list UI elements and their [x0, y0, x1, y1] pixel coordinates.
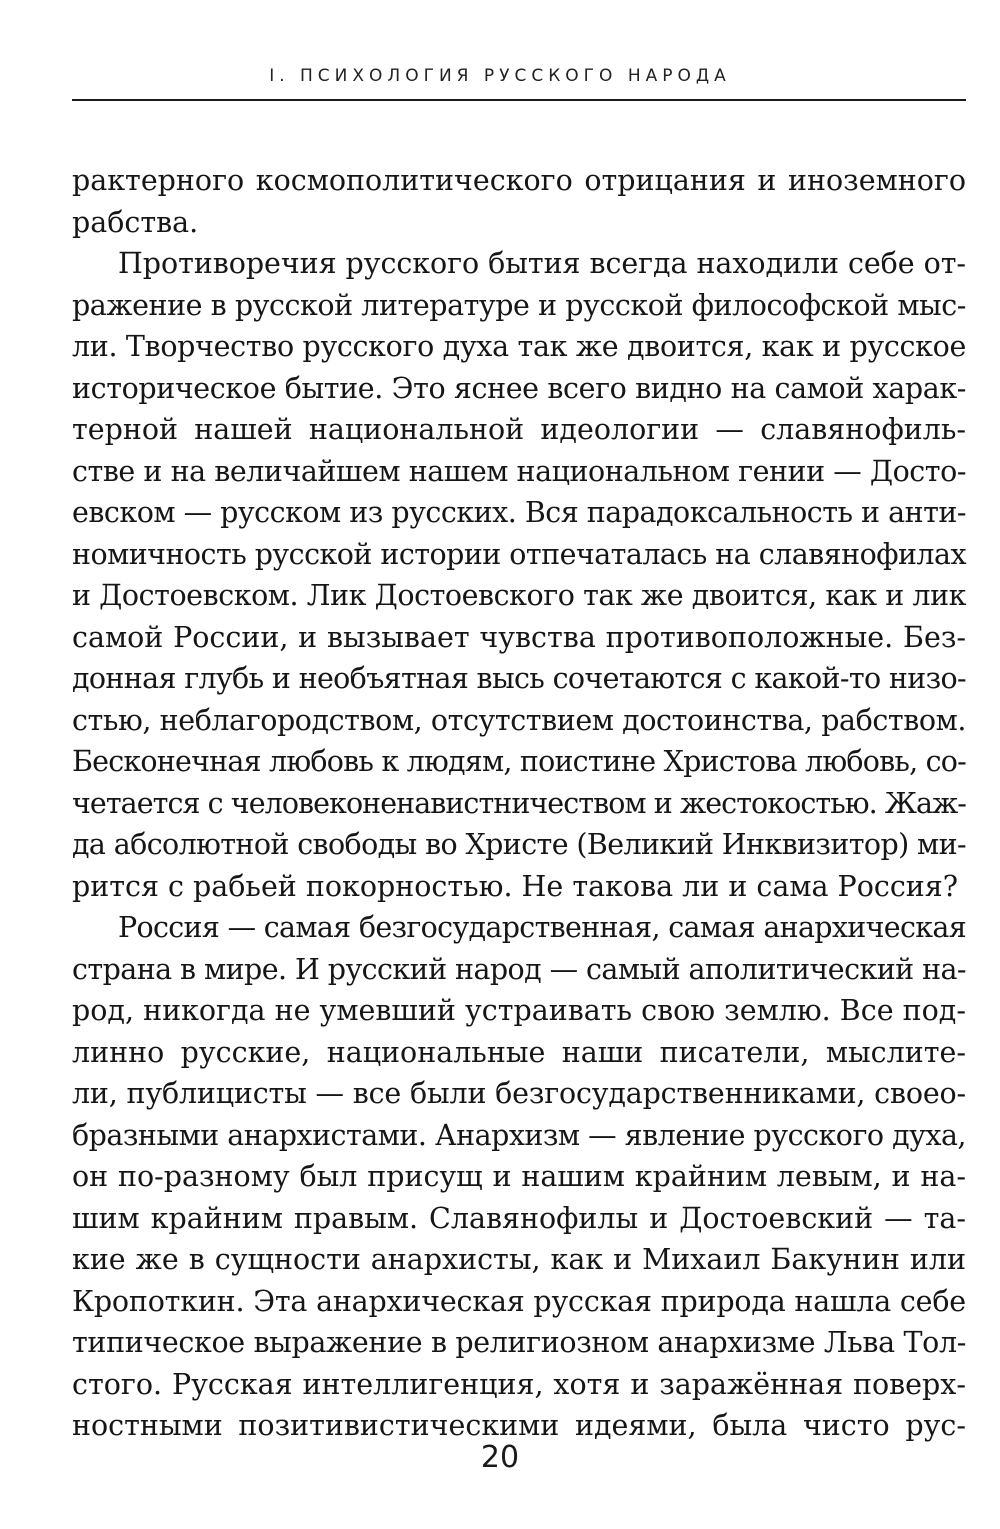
- text-line: бразными анархистами. Анархизм — явление русского духа,: [72, 1118, 966, 1152]
- text-line: и Достоевском. Лик Достоевского так же двоится, как и лик: [72, 579, 966, 612]
- text-line: ражение в русской литературе и русской философской мыс-: [72, 288, 966, 322]
- text-line: четается с человеконенавистничеством и жестокостью. Жаж-: [72, 786, 967, 820]
- text-line: типическое выражение в религиозном анархизме Льва Тол-: [72, 1326, 966, 1359]
- text-line: кие же в сущности анархисты, как и Михаил Бакунин или: [72, 1243, 966, 1276]
- text-line: евском — русском из русских. Вся парадоксальность и анти-: [72, 496, 966, 529]
- text-line: рабства.: [72, 205, 199, 239]
- text-line: самой России, и вызывает чувства противоположные. Без-: [72, 620, 966, 654]
- text-line: донная глубь и необъятная высь сочетаются с какой-то низо-: [72, 662, 966, 695]
- text-line: стого. Русская интеллигенция, хотя и заражённая поверх-: [72, 1367, 966, 1401]
- text-line: да абсолютной свободы во Христе (Великий Инквизитор) ми-: [72, 828, 966, 861]
- page-number: 20: [480, 1440, 520, 1475]
- text-line: рактерного космополитического отрицания и иноземного: [72, 164, 966, 197]
- text-line: терной нашей национальной идеологии — славянофиль-: [72, 413, 966, 446]
- text-line: ли. Творчество русского духа так же двоится, как и русское: [72, 330, 966, 363]
- paragraph-first-line: Россия — самая безгосударственная, самая анархическая: [118, 911, 966, 944]
- text-line: он по-разному был присущ и нашим крайним левым, и на-: [72, 1160, 966, 1193]
- body-text: [72, 160, 966, 1447]
- text-line: стью, неблагородством, отсутствием достоинства, рабством.: [72, 703, 966, 737]
- text-line: страна в мире. И русский народ — самый аполитический на-: [72, 952, 966, 986]
- text-line: линно русские, национальные наши писатели, мыслите-: [72, 1035, 966, 1069]
- text-line: ли, публицисты — все были безгосударственниками, своео-: [72, 1077, 966, 1110]
- text-line: род, никогда не умевший устраивать свою землю. Все под-: [72, 994, 966, 1027]
- text-line: Бесконечная любовь к людям, поистине Христова любовь, со-: [72, 745, 966, 778]
- text-line: Кропоткин. Эта анархическая русская природа нашла себе: [72, 1284, 966, 1318]
- running-head: I. ПСИХОЛОГИЯ РУССКОГО НАРОДА: [269, 66, 731, 86]
- text-line: рится с рабьей покорностью. Не такова ли и сама Россия?: [72, 869, 959, 903]
- text-line: шим крайним правым. Славянофилы и Достоевский — та-: [72, 1201, 966, 1235]
- text-line: ностными позитивистическими идеями, была чисто рус-: [72, 1409, 966, 1442]
- text-line: стве и на величайшем нашем национальном гении — Досто-: [72, 454, 966, 488]
- text-line: номичность русской истории отпечаталась на славянофилах: [72, 537, 966, 571]
- header-rule: [72, 99, 966, 101]
- paragraph-first-line: Противоречия русского бытия всегда находили себе от-: [118, 247, 966, 280]
- text-line: историческое бытие. Это яснее всего видно на самой харак-: [72, 371, 966, 405]
